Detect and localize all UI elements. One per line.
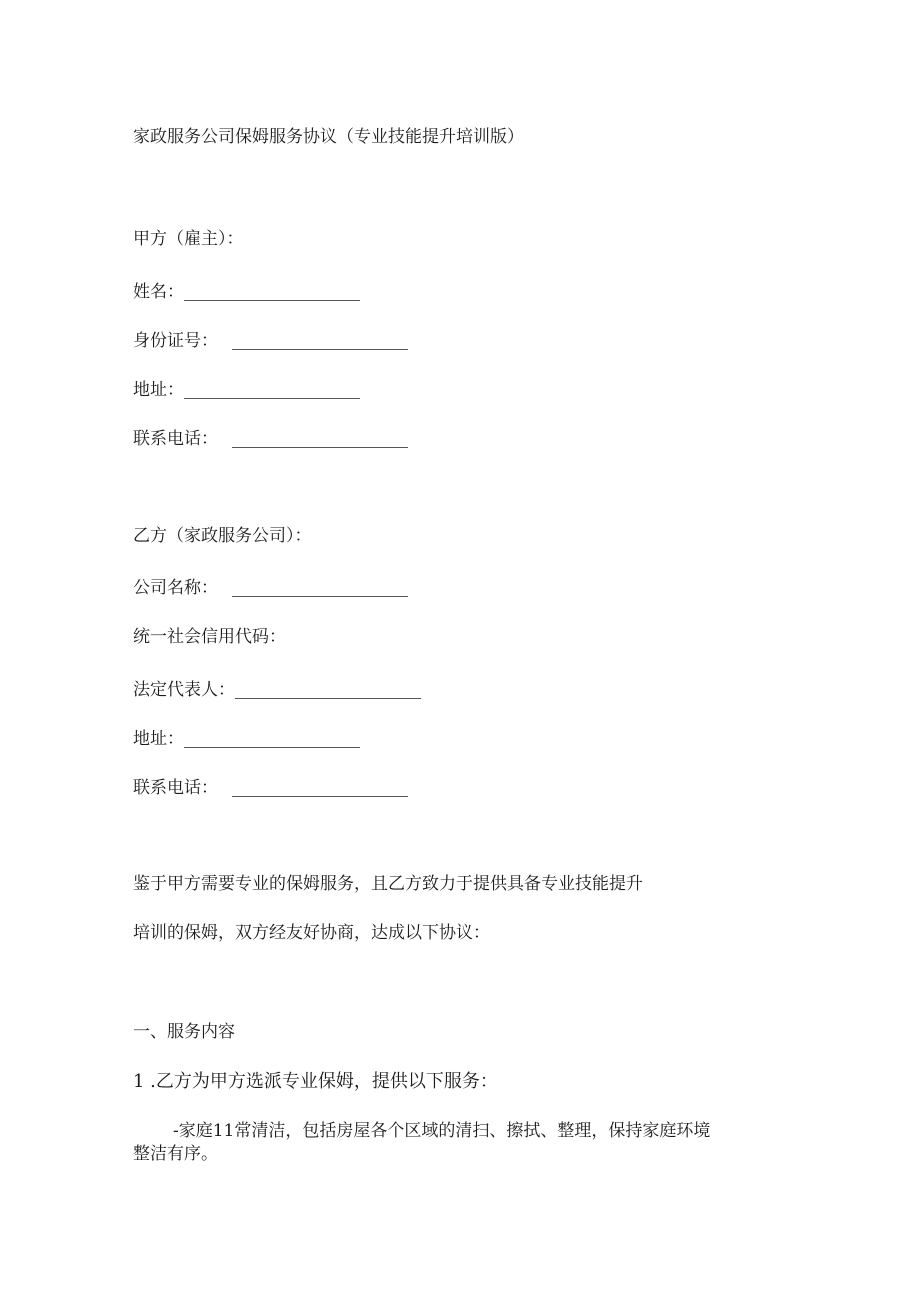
party-a-heading: 甲方（雇主）： xyxy=(133,229,244,249)
party-b-heading: 乙方（家政服务公司）： xyxy=(133,526,312,546)
party-a-phone-blank xyxy=(232,446,408,448)
party-a-name-row xyxy=(133,280,360,304)
section-1-heading: 一、服务内容 xyxy=(133,1022,235,1042)
party-b-legal-rep-blank xyxy=(235,697,421,699)
party-b-company-row xyxy=(133,576,408,600)
section-1-item-1: 1 .乙方为甲方选派专业保姆，提供以下服务： xyxy=(133,1071,498,1092)
party-b-address-row xyxy=(133,727,360,751)
party-b-phone-label: 联系电话： xyxy=(133,778,218,798)
preamble-line-2: 培训的保姆，双方经友好协商，达成以下协议： xyxy=(133,923,490,943)
party-b-address-label: 地址： xyxy=(133,729,184,749)
section-1-bullet-1-line-1: -家庭11常清洁，包括房屋各个区域的清扫、擦拭、整理，保持家庭环境 xyxy=(173,1121,711,1141)
party-a-address-row xyxy=(133,378,360,402)
party-a-phone-label: 联系电话： xyxy=(133,429,218,449)
party-b-phone-blank xyxy=(232,795,408,797)
party-b-credit-code-label: 统一社会信用代码： xyxy=(133,627,286,647)
party-a-id-blank xyxy=(232,348,408,350)
party-a-id-label: 身份证号： xyxy=(133,331,218,351)
party-a-name-blank xyxy=(184,299,360,301)
preamble-line-1: 鉴于甲方需要专业的保姆服务，且乙方致力于提供具备专业技能提升 xyxy=(133,874,643,894)
section-1-bullet-1-line-2: 整洁有序。 xyxy=(133,1144,218,1164)
document-title: 家政服务公司保姆服务协议（专业技能提升培训版） xyxy=(133,127,524,147)
party-b-phone-row xyxy=(133,776,408,800)
party-a-address-label: 地址： xyxy=(133,380,184,400)
party-a-address-blank xyxy=(184,397,360,399)
party-b-company-label: 公司名称： xyxy=(133,578,218,598)
party-b-company-blank xyxy=(232,595,408,597)
party-b-legal-rep-row xyxy=(133,678,421,702)
party-b-address-blank xyxy=(184,746,360,748)
party-a-name-label: 姓名： xyxy=(133,282,184,302)
party-b-legal-rep-label: 法定代表人： xyxy=(133,680,235,700)
party-a-id-row xyxy=(133,329,408,353)
party-a-phone-row xyxy=(133,427,408,451)
